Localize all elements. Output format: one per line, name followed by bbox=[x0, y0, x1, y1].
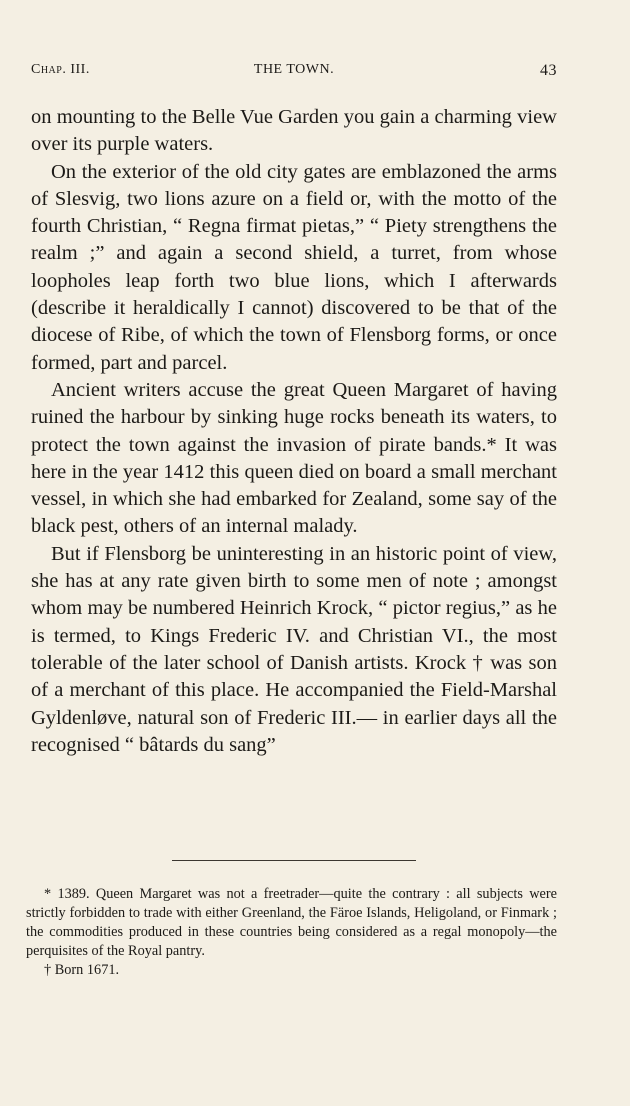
footnotes bbox=[26, 885, 557, 980]
paragraph-4: But if Flensborg be uninteresting in an historic point of view, she has at any rate given birth to some men of note ; amongst whom may be numbered Heinrich Krock, “ pictor regius,” as he is termed, to Kings Frederic IV. and Christian VI., the most tolerable of the later school of Danish artists. Krock † was son of a merchant of this place. He accompanied the Field-Marshal Gyldenløve, natural son of Frederic III.— in earlier days all the recognised “ bâtards du sang” bbox=[31, 542, 557, 756]
page-number: 43 bbox=[540, 62, 557, 79]
footnote-2: † Born 1671. bbox=[44, 962, 120, 978]
paragraph-3: Ancient writers accuse the great Queen Margaret of having ruined the harbour by sinking huge rocks beneath its waters, to protect the town against the invasion of pirate bands.* It was here in the year 1412 this queen died on board a small merchant vessel, in which she had embarked for Zealand, some say of the black pest, others of an internal malady. bbox=[31, 378, 557, 538]
running-title: THE TOWN. bbox=[253, 62, 335, 77]
footnote-divider bbox=[172, 860, 416, 861]
body-text bbox=[31, 104, 557, 759]
chapter-label: Chap. III. bbox=[31, 62, 90, 77]
running-header bbox=[31, 62, 557, 86]
paragraph-1: on mounting to the Belle Vue Garden you gain a charming view over its purple waters. bbox=[31, 106, 557, 156]
paragraph-2: On the exterior of the old city gates are emblazoned the arms of Slesvig, two lions azure on a field or, with the motto of the fourth Christian, “ Regna firmat pietas,” “ Piety strengthens the realm ;” and again a second shield, a turret, from whose loopholes leap forth two blue lions, which I afterwards (describe it heraldically I cannot) discovered to be that of the diocese of Ribe, of which the town of Flensborg forms, or once formed, part and parcel. bbox=[31, 160, 557, 374]
footnote-1: * 1389. Queen Margaret was not a freetrader—quite the contrary : all subjects were strictly forbidden to trade with either Greenland, the Färoe Islands, Heligoland, or Finmark ; the commodities produced in these countries being considered as a regal monopoly—the perquisites of the Royal pantry. bbox=[26, 886, 557, 959]
